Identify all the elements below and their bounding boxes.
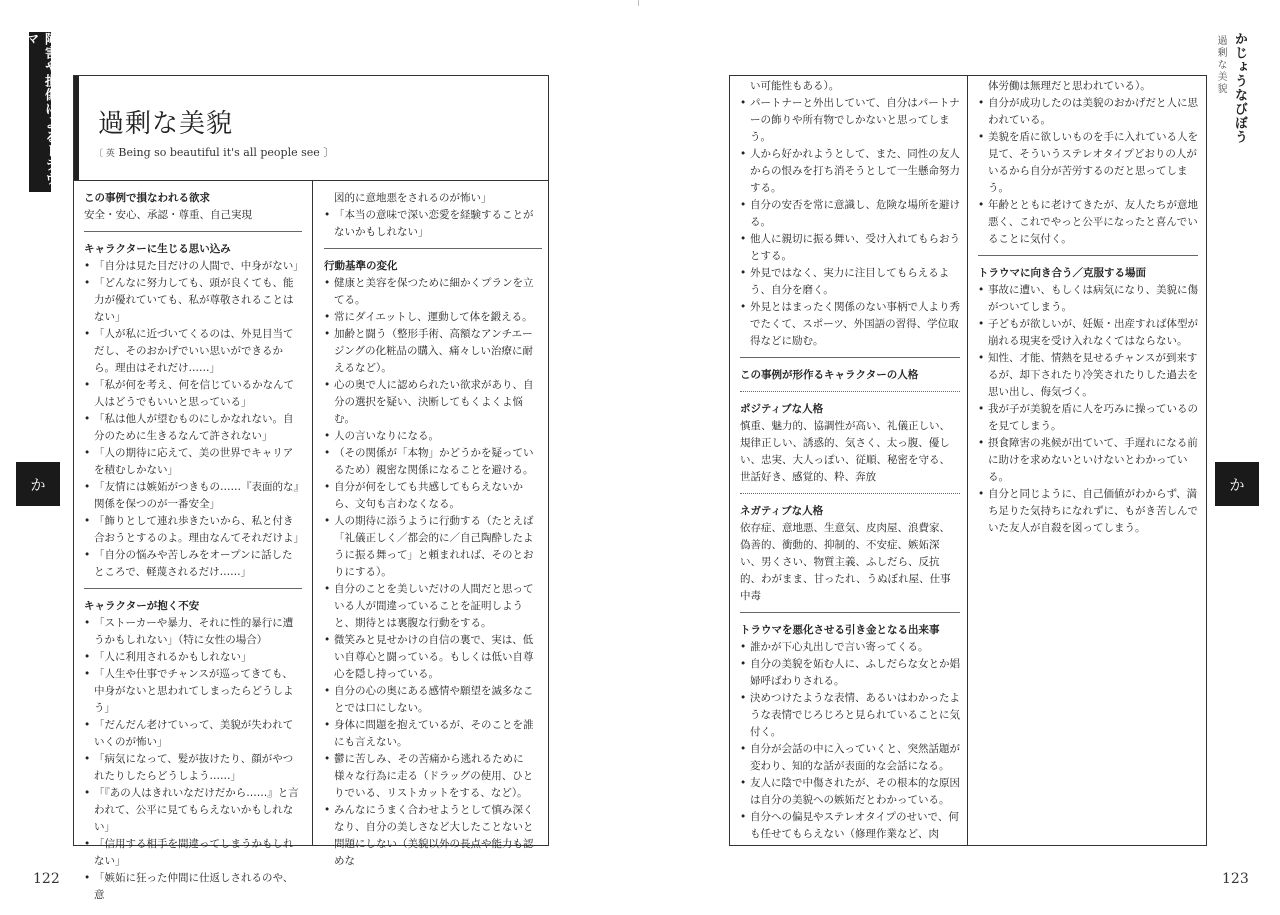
dotted-divider (740, 493, 960, 494)
page-number-right: 123 (1222, 871, 1249, 887)
list-item: • 自分が会話の中に入っていくと、突然話題が変わり、知的な話が表面的な会話になる。 (740, 741, 960, 775)
section-heading-beliefs: キャラクターに生じる思い込み (84, 243, 231, 255)
running-head-title: かじょうなびぼう (1232, 32, 1247, 144)
right-column-2 (978, 78, 1198, 537)
english-close: 〕 (323, 146, 335, 159)
list-item: • 「自分の悩みや苦しみをオープンに話したところで、軽蔑されるだけ……」 (84, 547, 302, 581)
category-side-label: 障害や損傷によるトラウマ (29, 32, 51, 192)
list-item: • 「嫉妬に狂った仲間に仕返しされるのや、意 (84, 870, 302, 904)
list-item: • 人の言いなりになる。 (324, 428, 542, 445)
list-item: • 自分の心の奥にある感情や願望を滅多なことでは口にしない。 (324, 683, 542, 717)
right-content-frame (729, 75, 1207, 846)
list-item: • 決めつけたような表情、あるいはわかったような表情でじろじろと見られていることに気付く。 (740, 690, 960, 741)
column-divider (967, 76, 968, 846)
fears-list (84, 615, 302, 904)
section-heading-personality: この事例が形作るキャラクターの人格 (740, 369, 919, 381)
divider (324, 248, 542, 249)
index-tab-left: か (16, 462, 60, 506)
list-item: 図的に意地悪をされるのが怖い」 (334, 192, 492, 204)
list-item: • 摂食障害の兆候が出ていて、手遅れになる前に助けを求めないといけないとわかっている。 (978, 435, 1198, 486)
beliefs-list (84, 258, 302, 581)
list-item: • 身体に問題を抱えているが、そのことを誰にも言えない。 (324, 717, 542, 751)
list-item: • 「信用する相手を間違ってしまうかもしれない」 (84, 836, 302, 870)
list-item: • 事故に遭い、もしくは病気になり、美貌に傷がついてしまう。 (978, 282, 1198, 316)
triggers-list (740, 639, 960, 843)
list-item: • 「ストーカーや暴力、それに性的暴行に遭うかもしれない」（特に女性の場合） (84, 615, 302, 649)
list-item: • 外見ではなく、実力に注目してもらえるよう、自分を磨く。 (740, 265, 960, 299)
entry-title-box (74, 76, 549, 181)
list-item: • 心の奥で人に認められたい欲求があり、自分の選択を疑い、決断してもくよくよ悩む。 (324, 377, 542, 428)
list-item: • 「飾りとして連れ歩きたいから、私と付き合おうとするのよ。理由なんてそれだけよ」 (84, 513, 302, 547)
negative-traits-heading: ネガティブな人格 (740, 505, 824, 517)
overcome-list (978, 282, 1198, 537)
list-item: • 自分への偏見やステレオタイプのせいで、何も任せてもらえない（修理作業など、肉 (740, 809, 960, 843)
list-item: • 自分が何をしても共感してもらえないから、文句も言わなくなる。 (324, 479, 542, 513)
list-item: 体労働は無理だと思われている）。 (988, 80, 1151, 92)
list-item: • 自分のことを美しいだけの人間だと思っている人が間違っていることを証明しようと、期待とは裏腹な行動をする。 (324, 581, 542, 632)
positive-traits-heading: ポジティブな人格 (740, 403, 824, 415)
right-column-1 (740, 78, 960, 843)
divider (740, 612, 960, 613)
list-item: • 常にダイエットし、運動して体を鍛える。 (324, 309, 542, 326)
list-item: • 自分の美貌を妬む人に、ふしだらな女とか娼婦呼ばわりされる。 (740, 656, 960, 690)
list-item: • 我が子が美貌を盾に人を巧みに操っているのを見てしまう。 (978, 401, 1198, 435)
left-column-2 (324, 190, 542, 870)
positive-traits-text: 慎重、魅力的、協調性が高い、礼儀正しい、規律正しい、誘惑的、気さく、太っ腹、優しい、忠実、大人っぽい、従順、秘密を守る、世話好き、感覚的、粋、奔放 (740, 420, 950, 483)
dotted-divider (740, 391, 960, 392)
list-item: • 自分の安否を常に意識し、危険な場所を避ける。 (740, 197, 960, 231)
list-item: • 美貌を盾に欲しいものを手に入れている人を見て、そういうステレオタイプどおりの人がいるから自分が苦労するのだと思ってしまう。 (978, 129, 1198, 197)
section-heading-overcome: トラウマに向き合う／克服する場面 (978, 267, 1146, 279)
list-item: • 「だんだん老けていって、美貌が失われていくのが怖い」 (84, 717, 302, 751)
behavior-list-continued (740, 78, 960, 350)
list-item: • 自分と同じように、自己価値がわからず、満ち足りた気持ちになれずに、もがき苦しんでいた友人が自殺を図ってしまう。 (978, 486, 1198, 537)
list-item: • 「私が何を考え、何を信じているかなんて人はどうでもいいと思っている」 (84, 377, 302, 411)
english-title: Being so beautiful it's all people see (118, 146, 320, 159)
section-heading-fears: キャラクターが抱く不安 (84, 600, 200, 612)
list-item: • 「人が私に近づいてくるのは、外見目当てだし、そのおかげでいい思いができるから。理由はそれだけ……」 (84, 326, 302, 377)
list-item: • 外見とはまったく関係のない事柄で人より秀でたくて、スポーツ、外国語の習得、学位取得などに励む。 (740, 299, 960, 350)
list-item: • パートナーと外出していて、自分はパートナーの飾りや所有物でしかないと思ってしまう。 (740, 95, 960, 146)
list-item: • 友人に陰で中傷されたが、その根本的な原因は自分の美貌への嫉妬だとわかっている。 (740, 775, 960, 809)
list-item: • 「本当の意味で深い恋愛を経験することがないかもしれない」 (324, 207, 542, 241)
english-tag: 〔 英 (94, 149, 115, 159)
list-item: • 年齢とともに老けてきたが、友人たちが意地悪く、これでやっと公平になったと喜んでいることに気付く。 (978, 197, 1198, 248)
section-heading-triggers: トラウマを悪化させる引き金となる出来事 (740, 624, 940, 636)
list-item: • 人から好かれようとして、また、同性の友人からの恨みを打ち消そうとして一生懸命努力する。 (740, 146, 960, 197)
section-heading-needs: この事例で損なわれる欲求 (84, 192, 210, 204)
list-item: い可能性もある）。 (750, 80, 840, 92)
list-item: • 「どんなに努力しても、頭が良くても、能力が優れていても、私が尊敬されることはない」 (84, 275, 302, 326)
list-item: • 健康と美容を保つために細かくプランを立てる。 (324, 275, 542, 309)
entry-title: 過剰な美貌 (98, 109, 234, 139)
list-item: • 微笑みと見せかけの自信の裏で、実は、低い自尊心と闘っている。もしくは低い自尊心を隠し持っている。 (324, 632, 542, 683)
list-item: • 「私は他人が望むものにしかなれない。自分のために生きるなんて許されない」 (84, 411, 302, 445)
left-content-frame (73, 75, 549, 901)
list-item: • 「友情には嫉妬がつきもの……『表面的な』関係を保つのが一番安全」 (84, 479, 302, 513)
spine-mark (638, 0, 639, 6)
index-tab-right: か (1215, 462, 1259, 506)
list-item: • 知性、才能、情熱を見せるチャンスが到来するが、却下されたり冷笑されたりした過去を思い出し、侮気づく。 (978, 350, 1198, 401)
list-item: • 誰かが下心丸出しで言い寄ってくる。 (740, 639, 960, 656)
list-item: • 「自分は見た目だけの人間で、中身がない」 (84, 258, 302, 275)
fears-list-continued (324, 190, 542, 241)
negative-traits-text: 依存症、意地悪、生意気、皮肉屋、浪費家、偽善的、衝動的、抑制的、不安症、嫉妬深い、男くさい、物質主義、ふしだら、反抗的、わがまま、甘ったれ、うぬぼれ屋、仕事中毒 (740, 522, 951, 602)
page-number-left: 122 (33, 871, 60, 887)
english-title-line (94, 144, 334, 160)
list-item: • 「人生や仕事でチャンスが巡ってきても、中身がないと思われてしまったらどうしよう」 (84, 666, 302, 717)
column-divider (312, 181, 313, 846)
list-item: • 「病気になって、髪が抜けたり、顔がやつれたりしたらどうしよう……」 (84, 751, 302, 785)
divider (978, 255, 1198, 256)
list-item: • 他人に親切に振る舞い、受け入れてもらおうとする。 (740, 231, 960, 265)
list-item: • 鬱に苦しみ、その苦痛から逃れるために様々な行為に走る（ドラッグの使用、ひとりでいる、リストカットをする、など）。 (324, 751, 542, 802)
divider (84, 231, 302, 232)
list-item: • 人の期待に添うように行動する（たとえば「礼儀正しく／都会的に／自己陶酔したように振る舞って」と頼まれれば、そのとおりにする）。 (324, 513, 542, 581)
divider (740, 357, 960, 358)
left-column-1 (84, 190, 302, 904)
list-item: • 子どもが欲しいが、妊娠・出産すれば体型が崩れる現実を受け入れなくてはならない。 (978, 316, 1198, 350)
behavior-list (324, 275, 542, 870)
list-item: • みんなにうまく合わせようとして慎み深くなり、自分の美しさなど大したことないと問題にしない（美貌以外の長点や能力も認めな (324, 802, 542, 870)
list-item: • 「人の期待に応えて、美の世界でキャリアを積むしかない」 (84, 445, 302, 479)
triggers-list-continued (978, 78, 1198, 248)
list-item: • 加齢と闘う（整形手術、高額なアンチエージングの化粧品の購入、痛々しい治療に耐えるなど）。 (324, 326, 542, 377)
list-item: • 「『あの人はきれいなだけだから……』と言われて、公平に見てもらえないかもしれない」 (84, 785, 302, 836)
list-item: • 「人に利用されるかもしれない」 (84, 649, 302, 666)
list-item: • 自分が成功したのは美貌のおかげだと人に思われている。 (978, 95, 1198, 129)
running-head-subtitle: 過剰な美貌 (1215, 35, 1226, 95)
needs-text: 安全・安心、承認・尊重、自己実現 (84, 209, 252, 221)
divider (84, 588, 302, 589)
section-heading-behavior: 行動基準の変化 (324, 260, 398, 272)
list-item: • （その関係が「本物」かどうかを疑っているため）親密な関係になることを避ける。 (324, 445, 542, 479)
